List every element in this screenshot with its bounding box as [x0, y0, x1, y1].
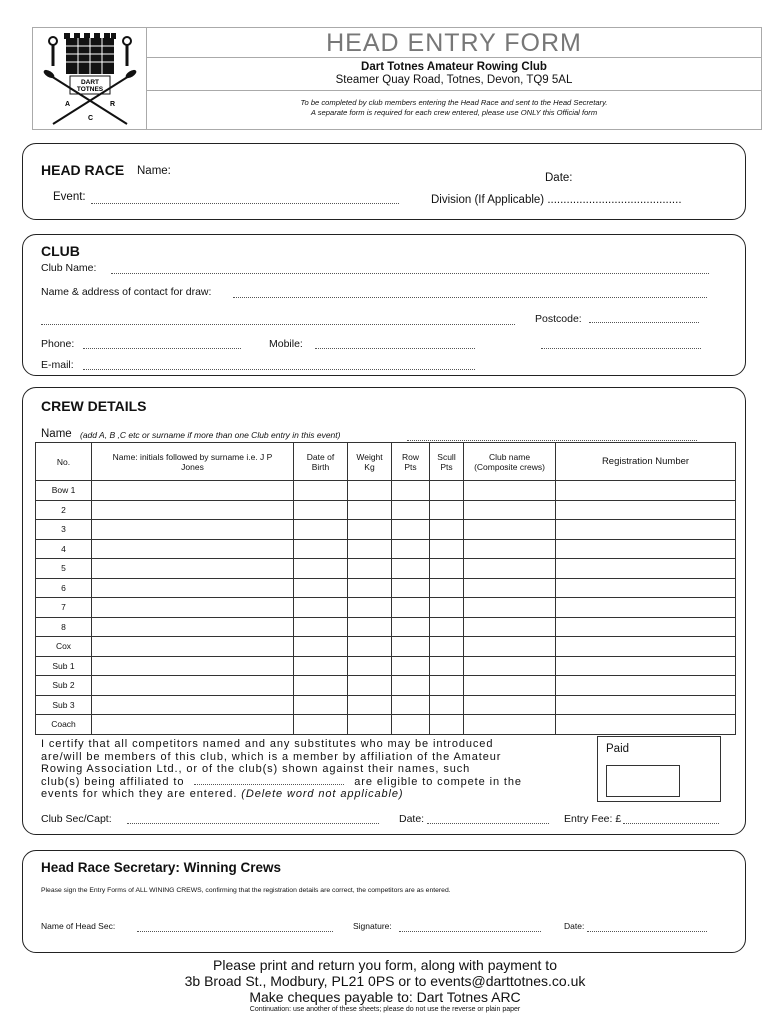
table-cell[interactable] [392, 520, 430, 540]
logo-cell [33, 28, 147, 129]
table-cell[interactable] [464, 637, 556, 657]
table-cell[interactable] [392, 539, 430, 559]
table-cell[interactable] [92, 500, 294, 520]
svg-text:A: A [65, 101, 71, 108]
paid-box [597, 736, 721, 802]
table-cell[interactable] [294, 695, 348, 715]
row-label: Coach [36, 715, 92, 735]
table-cell[interactable] [392, 656, 430, 676]
table-cell[interactable] [392, 617, 430, 637]
table-cell[interactable] [464, 695, 556, 715]
table-cell[interactable] [392, 715, 430, 735]
table-cell[interactable] [556, 715, 736, 735]
table-cell[interactable] [430, 676, 464, 696]
column-header: Row Pts [392, 443, 430, 481]
head-race-section [22, 143, 746, 220]
address-field[interactable] [41, 324, 515, 325]
table-cell[interactable] [464, 715, 556, 735]
table-cell[interactable] [92, 676, 294, 696]
table-cell[interactable] [430, 559, 464, 579]
table-cell[interactable] [294, 559, 348, 579]
paid-checkbox[interactable] [606, 765, 680, 797]
sec-capt-field[interactable] [127, 823, 379, 824]
table-cell[interactable] [430, 695, 464, 715]
table-cell[interactable] [92, 578, 294, 598]
table-cell[interactable] [392, 500, 430, 520]
table-cell[interactable] [348, 598, 392, 618]
table-cell[interactable] [392, 559, 430, 579]
table-cell[interactable] [92, 715, 294, 735]
instructions [147, 91, 761, 129]
table-header-row [36, 443, 736, 481]
table-cell[interactable] [294, 676, 348, 696]
svg-text:TOTNES: TOTNES [76, 86, 104, 93]
event-label: Event: [53, 191, 86, 203]
table-cell[interactable] [464, 539, 556, 559]
secretary-date-field[interactable] [587, 931, 707, 932]
table-cell[interactable] [556, 539, 736, 559]
table-cell[interactable] [556, 656, 736, 676]
table-cell[interactable] [348, 656, 392, 676]
table-row [36, 656, 736, 676]
table-cell[interactable] [92, 481, 294, 501]
table-cell[interactable] [92, 539, 294, 559]
table-cell[interactable] [556, 520, 736, 540]
certify-line [41, 788, 589, 801]
certify-line [41, 776, 589, 789]
club-name-field[interactable] [111, 273, 709, 274]
row-label: 2 [36, 500, 92, 520]
sec-capt-label: Club Sec/Capt: [41, 813, 112, 825]
table-cell[interactable] [294, 617, 348, 637]
form-header [32, 27, 762, 130]
row-label: 5 [36, 559, 92, 579]
certify-line-4a: club(s) being affiliated to [41, 775, 185, 788]
table-cell[interactable] [556, 559, 736, 579]
table-cell[interactable] [92, 520, 294, 540]
email-field[interactable] [83, 369, 475, 370]
footer-line-4: Continuation: use another of these sheets; please do not use the reverse or plain paper [249, 1006, 521, 1013]
table-cell[interactable] [392, 676, 430, 696]
row-label: Sub 1 [36, 656, 92, 676]
column-header: Date of Birth [294, 443, 348, 481]
table-cell[interactable] [294, 598, 348, 618]
svg-text:C: C [88, 115, 94, 122]
table-row [36, 539, 736, 559]
row-label: Sub 3 [36, 695, 92, 715]
table-cell[interactable] [348, 520, 392, 540]
column-header: Club name (Composite crews) [464, 443, 556, 481]
crew-name-hint: (add A, B ,C etc or surname if more than one Club entry in this event) [80, 430, 341, 440]
entry-fee-label: Entry Fee: £ [564, 813, 622, 825]
footer-line-2: 3b Broad St., Modbury, PL21 0PS or to events@darttotnes.co.uk [184, 973, 586, 989]
instruction-line-2: A separate form is required for each crew entered, please use ONLY this Official form [310, 108, 598, 117]
table-cell[interactable] [464, 598, 556, 618]
certification-text [41, 738, 589, 801]
row-label: Sub 2 [36, 676, 92, 696]
table-row [36, 598, 736, 618]
table-cell[interactable] [294, 520, 348, 540]
club-heading: CLUB [41, 243, 80, 259]
club-address: Steamer Quay Road, Totnes, Devon, TQ9 5AL [335, 74, 573, 86]
mobile-label: Mobile: [269, 338, 303, 350]
table-cell[interactable] [348, 695, 392, 715]
table-cell[interactable] [294, 578, 348, 598]
table-cell[interactable] [556, 598, 736, 618]
table-cell[interactable] [430, 617, 464, 637]
form-title: HEAD ENTRY FORM [147, 28, 761, 58]
secretary-note: Please sign the Entry Forms of ALL WINING CREWS, confirming that the registration details are correct, the competitors are as entered. [41, 887, 451, 894]
table-cell[interactable] [92, 695, 294, 715]
mobile-field[interactable] [315, 348, 475, 349]
table-cell[interactable] [556, 695, 736, 715]
table-cell[interactable] [294, 481, 348, 501]
row-label: Cox [36, 637, 92, 657]
column-header: Name: initials followed by surname i.e. J P Jones [92, 443, 294, 481]
table-cell[interactable] [392, 598, 430, 618]
table-cell[interactable] [430, 637, 464, 657]
row-label: Bow 1 [36, 481, 92, 501]
table-cell[interactable] [430, 481, 464, 501]
postcode-field[interactable] [589, 322, 699, 323]
table-cell[interactable] [392, 481, 430, 501]
table-row [36, 715, 736, 735]
table-row [36, 578, 736, 598]
delete-note: (Delete word not applicable) [241, 788, 404, 800]
table-cell[interactable] [92, 637, 294, 657]
phone-label: Phone: [41, 338, 75, 350]
footer-line-3: Make cheques payable to: Dart Totnes ARC [249, 989, 521, 1005]
club-name-label: Club Name: [41, 262, 97, 274]
table-cell[interactable] [294, 637, 348, 657]
signature-label: Signature: [353, 921, 392, 931]
column-header: Registration Number [556, 443, 736, 481]
club-crest-logo [33, 28, 147, 129]
crew-date-field[interactable] [427, 823, 549, 824]
row-label: 6 [36, 578, 92, 598]
crew-details-section [22, 387, 746, 835]
table-row [36, 617, 736, 637]
table-row [36, 559, 736, 579]
table-cell[interactable] [464, 500, 556, 520]
table-cell[interactable] [92, 617, 294, 637]
svg-text:R: R [110, 101, 116, 108]
signature-field[interactable] [399, 931, 541, 932]
column-header: No. [36, 443, 92, 481]
club-name: Dart Totnes Amateur Rowing Club [361, 61, 547, 73]
table-cell[interactable] [92, 598, 294, 618]
table-cell[interactable] [430, 656, 464, 676]
crew-date-label: Date: [399, 813, 425, 825]
column-header: Scull Pts [430, 443, 464, 481]
certify-line-4b: are eligible to compete in the [354, 775, 522, 788]
secretary-heading: Head Race Secretary: Winning Crews [41, 860, 281, 875]
crew-table [35, 442, 736, 735]
club-info [147, 58, 761, 91]
table-cell[interactable] [556, 617, 736, 637]
certify-line-5: events for which they are entered. [41, 788, 238, 800]
table-row [36, 481, 736, 501]
head-sec-name-field[interactable] [137, 931, 333, 932]
head-race-name-label: Name: [137, 165, 171, 177]
table-cell[interactable] [348, 500, 392, 520]
table-cell[interactable] [392, 578, 430, 598]
email-label: E-mail: [41, 359, 74, 371]
svg-text:DART: DART [80, 79, 100, 86]
table-cell[interactable] [348, 578, 392, 598]
division-label[interactable]: Division (If Applicable) .......................................... [431, 194, 682, 206]
table-cell[interactable] [464, 481, 556, 501]
contact-field[interactable] [233, 297, 707, 298]
table-row [36, 637, 736, 657]
table-cell[interactable] [430, 500, 464, 520]
table-row [36, 520, 736, 540]
table-cell[interactable] [392, 695, 430, 715]
crew-name-label: Name [41, 428, 72, 440]
table-cell[interactable] [392, 637, 430, 657]
table-cell[interactable] [464, 617, 556, 637]
table-cell[interactable] [348, 676, 392, 696]
table-cell[interactable] [348, 539, 392, 559]
crew-heading: CREW DETAILS [41, 398, 147, 414]
table-row [36, 695, 736, 715]
table-cell[interactable] [348, 617, 392, 637]
table-cell[interactable] [556, 481, 736, 501]
certify-line: I certify that all competitors named and any substitutes who may be introduced [41, 738, 494, 750]
table-cell[interactable] [430, 578, 464, 598]
extra-phone-field[interactable] [541, 348, 701, 349]
instruction-line-1: To be completed by club members entering the Head Race and sent to the Head Secretary. [300, 98, 608, 107]
paid-label: Paid [606, 743, 630, 755]
table-cell[interactable] [294, 656, 348, 676]
row-label: 4 [36, 539, 92, 559]
table-cell[interactable] [430, 715, 464, 735]
footer-line-1: Please print and return you form, along with payment to [213, 957, 557, 973]
event-field[interactable] [91, 203, 399, 204]
postcode-label: Postcode: [535, 313, 582, 325]
table-cell[interactable] [430, 520, 464, 540]
row-label: 3 [36, 520, 92, 540]
table-cell[interactable] [556, 500, 736, 520]
table-cell[interactable] [348, 715, 392, 735]
entry-fee-field[interactable] [623, 823, 719, 824]
table-row [36, 500, 736, 520]
table-cell[interactable] [464, 559, 556, 579]
table-cell[interactable] [294, 500, 348, 520]
phone-field[interactable] [83, 348, 241, 349]
affiliation-field[interactable] [194, 784, 344, 785]
table-cell[interactable] [464, 520, 556, 540]
table-cell[interactable] [464, 656, 556, 676]
secretary-section [22, 850, 746, 953]
table-cell[interactable] [348, 637, 392, 657]
table-cell[interactable] [92, 656, 294, 676]
head-race-date-label: Date: [545, 172, 573, 184]
row-label: 8 [36, 617, 92, 637]
table-cell[interactable] [294, 539, 348, 559]
table-cell[interactable] [430, 598, 464, 618]
table-cell[interactable] [556, 676, 736, 696]
table-cell[interactable] [464, 676, 556, 696]
secretary-date-label: Date: [564, 921, 585, 931]
table-cell[interactable] [348, 481, 392, 501]
table-row [36, 676, 736, 696]
table-cell[interactable] [92, 559, 294, 579]
club-section [22, 234, 746, 376]
table-cell[interactable] [464, 578, 556, 598]
table-cell[interactable] [294, 715, 348, 735]
head-sec-name-label: Name of Head Sec: [41, 921, 116, 931]
column-header: Weight Kg [348, 443, 392, 481]
row-label: 7 [36, 598, 92, 618]
table-cell[interactable] [556, 637, 736, 657]
table-cell[interactable] [430, 539, 464, 559]
certify-line: Rowing Association Ltd., or of the club(s) shown against their names, such [41, 763, 471, 775]
table-cell[interactable] [348, 559, 392, 579]
head-race-heading: HEAD RACE [41, 162, 125, 178]
crew-name-field[interactable] [407, 440, 697, 441]
contact-label: Name & address of contact for draw: [41, 286, 212, 298]
table-cell[interactable] [556, 578, 736, 598]
certify-line: are/will be members of this club, which is a member by affiliation of the Amateur [41, 750, 502, 763]
